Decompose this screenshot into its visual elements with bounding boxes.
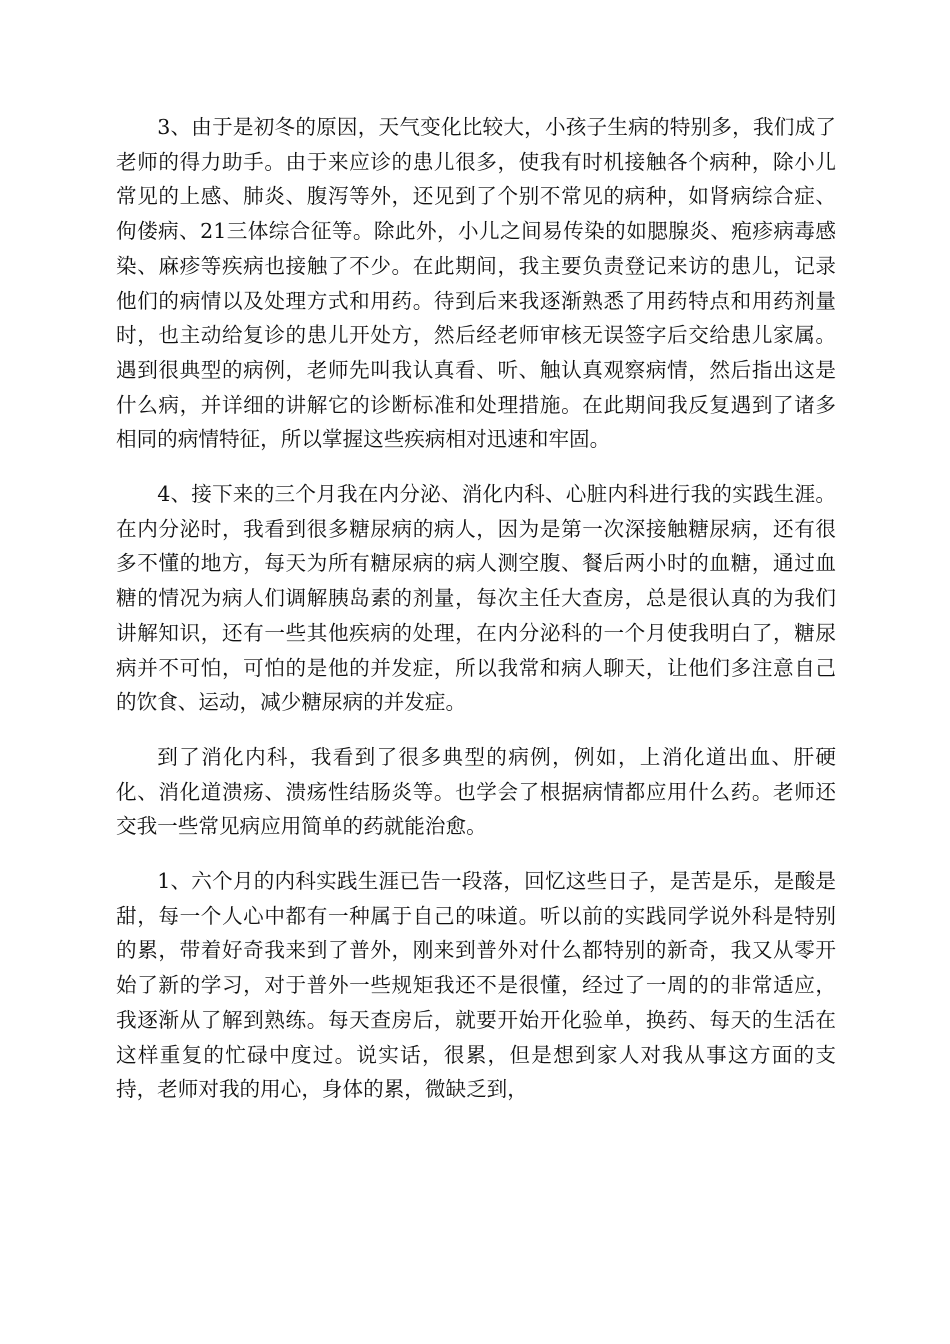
paragraph-gastroenterology: 到了消化内科，我看到了很多典型的病例，例如，上消化道出血、肝硬化、消化道溃疡、溃疡性结肠炎等。也学会了根据病情都应用什么药。老师还交我一些常见病应用简单的药就能治愈。	[116, 744, 836, 839]
document-body	[116, 110, 836, 1107]
paragraph-pediatrics: 3、由于是初冬的原因，天气变化比较大，小孩子生病的特别多，我们成了老师的得力助手。由于来应诊的患儿很多，使我有时机接触各个病种，除小儿常见的上感、肺炎、腹泻等外，还见到了个别不常见的病种，如肾病综合症、佝偻病、21三体综合征等。除此外，小儿之间易传染的如腮腺炎、疱疹病毒感染、麻疹等疾病也接触了不少。在此期间，我主要负责登记来访的患儿，记录他们的病情以及处理方式和用药。待到后来我逐渐熟悉了用药特点和用药剂量时，也主动给复诊的患儿开处方，然后经老师审核无误签字后交给患儿家属。遇到很典型的病例，老师先叫我认真看、听、触认真观察病情，然后指出这是什么病，并详细的讲解它的诊断标准和处理措施。在此期间我反复遇到了诸多相同的病情特征，所以掌握这些疾病相对迅速和牢固。	[116, 115, 836, 452]
paragraph-endocrinology: 4、接下来的三个月我在内分泌、消化内科、心脏内科进行我的实践生涯。在内分泌时，我看到很多糖尿病的病人，因为是第一次深接触糖尿病，还有很多不懂的地方，每天为所有糖尿病的病人测空腹、餐后两小时的血糖，通过血糖的情况为病人们调解胰岛素的剂量，每次主任大查房，总是很认真的为我们讲解知识，还有一些其他疾病的处理，在内分泌科的一个月使我明白了，糖尿病并不可怕，可怕的是他的并发症，所以我常和病人聊天，让他们多注意自己的饮食、运动，减少糖尿病的并发症。	[116, 482, 836, 715]
paragraph-general-surgery: 1、六个月的内科实践生涯已告一段落，回忆这些日子，是苦是乐，是酸是甜，每一个人心中都有一种属于自己的味道。听以前的实践同学说外科是特别的累，带着好奇我来到了普外，刚来到普外对什么都特别的新奇，我又从零开始了新的学习，对于普外一些规矩我还不是很懂，经过了一周的的非常适应，我逐渐从了解到熟练。每天查房后，就要开始开化验单，换药、每天的生活在这样重复的忙碌中度过。说实话，很累，但是想到家人对我从事这方面的支持，老师对我的用心，身体的累，微缺乏到，	[116, 869, 836, 1102]
